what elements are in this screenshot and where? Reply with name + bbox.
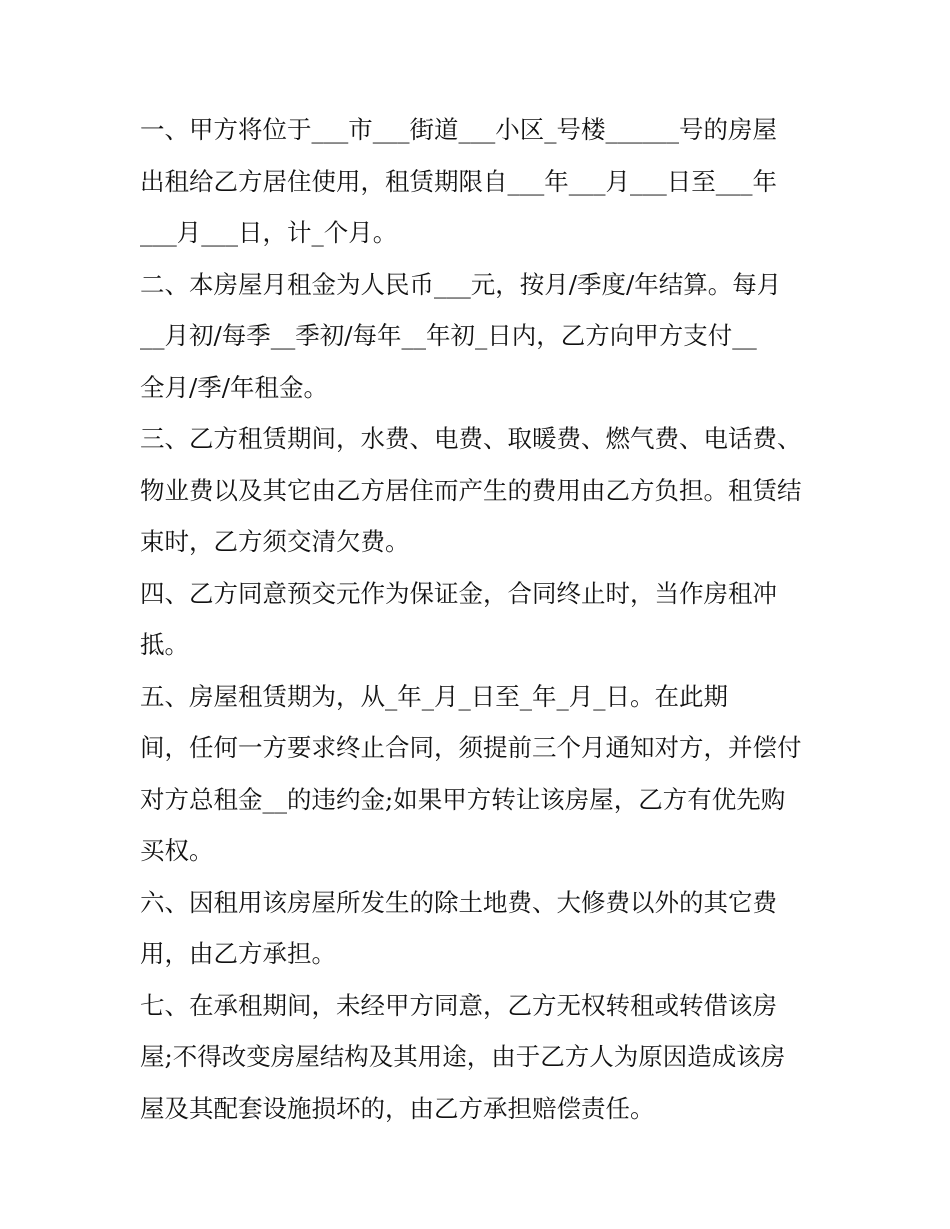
- contract-body: [140, 104, 820, 1134]
- text-line: 抵。: [140, 630, 189, 659]
- text-line: 买权。: [140, 836, 214, 865]
- text-line: 屋及其配套设施损坏的，由乙方承担赔偿责任。: [140, 1093, 655, 1123]
- text-line: 五、房屋租赁期为，从_年_月_日至_年_月_日。在此期: [140, 681, 728, 711]
- text-line: 物业费以及其它由乙方居住而产生的费用由乙方负担。租赁结: [140, 475, 802, 505]
- text-line: 二、本房屋月租金为人民币___元，按月/季度/年结算。每月: [140, 269, 782, 299]
- text-line: __月初/每季__季初/每年__年初_日内，乙方向甲方支付__: [140, 321, 757, 350]
- text-line: 用，由乙方承担。: [140, 939, 336, 968]
- text-line: 七、在承租期间，未经甲方同意，乙方无权转租或转借该房: [140, 990, 777, 1020]
- text-line: ___月___日，计_个月。: [140, 218, 398, 247]
- text-line: 束时，乙方须交清欠费。: [140, 527, 410, 556]
- text-line: 间，任何一方要求终止合同，须提前三个月通知对方，并偿付: [140, 733, 802, 762]
- text-line: 一、甲方将位于___市___街道___小区_号楼______号的房屋: [140, 115, 777, 144]
- text-line: 出租给乙方居住使用，租赁期限自___年___月___日至___年: [140, 166, 777, 196]
- text-line: 六、因租用该房屋所发生的除土地费、大修费以外的其它费: [140, 887, 777, 917]
- text-line: 全月/季/年租金。: [140, 372, 329, 402]
- text-line: 四、乙方同意预交元作为保证金，合同终止时，当作房租冲: [140, 578, 777, 608]
- text-line: 三、乙方租赁期间，水费、电费、取暖费、燃气费、电话费、: [140, 424, 802, 453]
- text-line: 对方总租金__的违约金;如果甲方转让该房屋，乙方有优先购: [140, 784, 786, 814]
- text-line: 屋;不得改变房屋结构及其用途，由于乙方人为原因造成该房: [140, 1042, 786, 1071]
